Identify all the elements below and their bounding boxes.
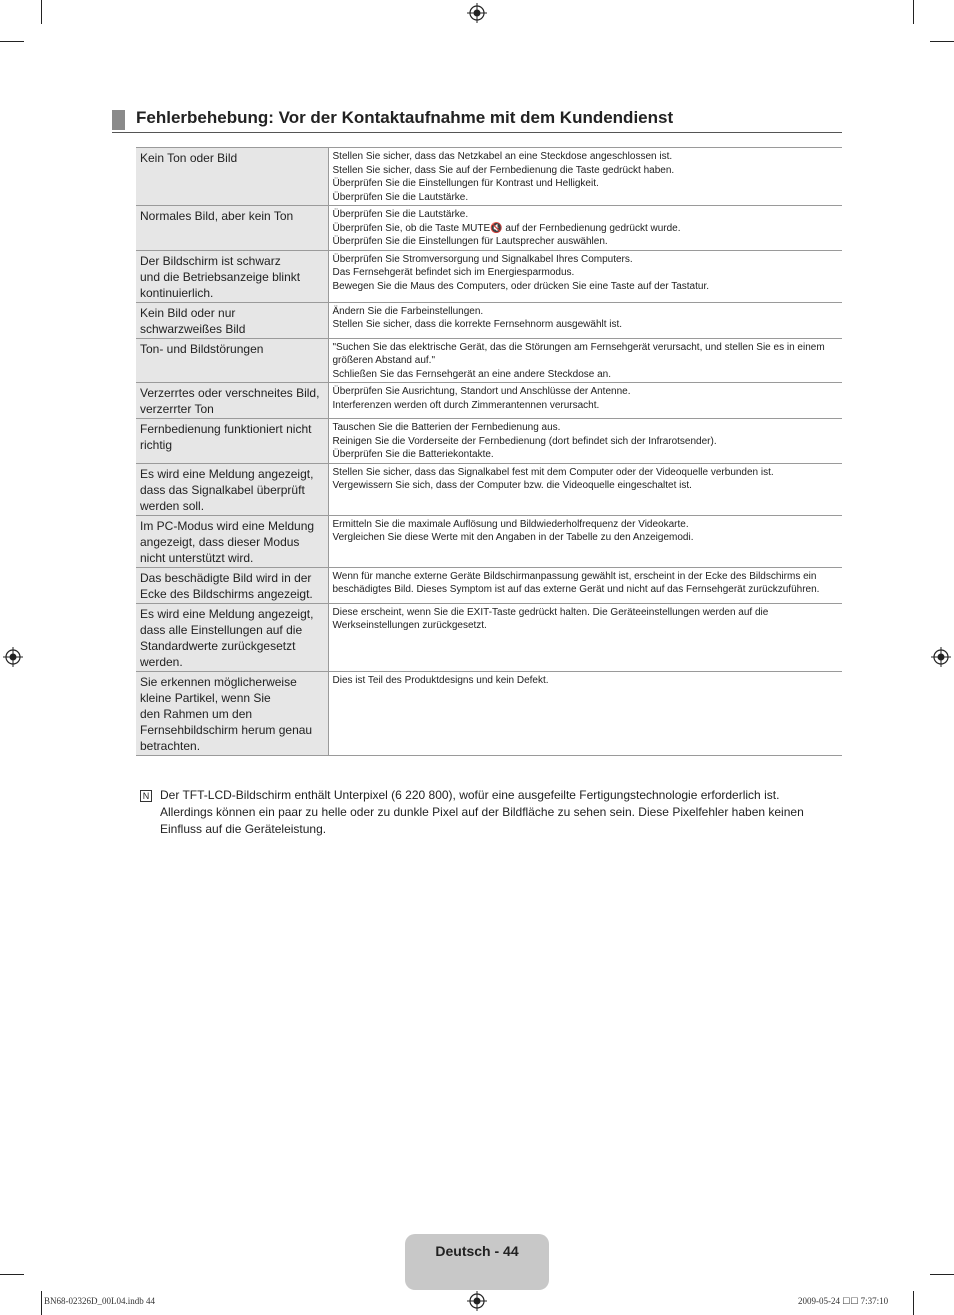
table-row bbox=[136, 250, 842, 302]
solution-cell bbox=[328, 383, 842, 419]
table-row bbox=[136, 338, 842, 383]
symptom-line: werden soll. bbox=[140, 498, 205, 513]
solution-line: Stellen Sie sicher, dass das Signalkabel fest mit dem Computer oder der Videoquelle verbunden ist. bbox=[332, 466, 774, 478]
symptom-line: Sie erkennen möglicherweise bbox=[140, 674, 297, 689]
solution-line: Überprüfen Sie Ausrichtung, Standort und Anschlüsse der Antenne. bbox=[332, 386, 631, 397]
solution-cell bbox=[328, 206, 842, 251]
crop-mark bbox=[913, 1291, 914, 1315]
symptom-cell bbox=[136, 206, 328, 251]
crop-mark bbox=[913, 0, 914, 24]
table-row bbox=[136, 206, 842, 251]
symptom-cell bbox=[136, 302, 328, 338]
solution-line: Überprüfen Sie die Lautstärke. bbox=[332, 209, 469, 220]
heading-bar bbox=[112, 110, 125, 130]
symptom-line: Ecke des Bildschirms angezeigt. bbox=[140, 586, 313, 601]
table-row bbox=[136, 419, 842, 464]
solution-line: Überprüfen Sie die Batteriekontakte. bbox=[332, 449, 494, 460]
solution-line: Überprüfen Sie, ob die Taste MUTE🔇 auf der Fernbedienung gedrückt wurde. bbox=[332, 222, 681, 234]
solution-line: Das Fernsehgerät befindet sich im Energiesparmodus. bbox=[332, 267, 575, 278]
solution-cell bbox=[328, 302, 842, 338]
symptom-line: betrachten. bbox=[140, 738, 201, 753]
registration-mark-icon bbox=[931, 647, 951, 667]
symptom-line: den Rahmen um den bbox=[140, 706, 253, 721]
symptom-cell bbox=[136, 148, 328, 206]
solution-cell bbox=[328, 338, 842, 383]
solution-line: Diese erscheint, wenn Sie die EXIT-Taste gedrückt halten. Die Geräteeinstellungen werden auf die Werkseinstellungen zurückgesetzt. bbox=[332, 606, 769, 631]
solution-line: Interferenzen werden oft durch Zimmerantennen verursacht. bbox=[332, 399, 600, 411]
solution-line: Wenn für manche externe Geräte Bildschirmanpassung gewählt ist, erscheint in der Ecke des Bildschirms ein beschädigtes Bild. Dieses Symptom ist auf das externe Gerät und nicht auf das Fernsehgerät zurückzuführen. bbox=[332, 570, 820, 595]
symptom-line: Das beschädigte Bild wird in der bbox=[140, 570, 312, 585]
solution-line: Stellen Sie sicher, dass die korrekte Fernsehnorm ausgewählt ist. bbox=[332, 319, 623, 330]
registration-mark-icon bbox=[3, 647, 23, 667]
symptom-line: richtig bbox=[140, 438, 173, 452]
page-label: Deutsch - 44 bbox=[435, 1243, 519, 1259]
footer-file: BN68-02326D_00L04.indb 44 bbox=[44, 1296, 155, 1306]
solution-line: Vergleichen Sie diese Werte mit den Angaben in der Tabelle zu den Anzeigemodi. bbox=[332, 532, 694, 543]
table-row bbox=[136, 302, 842, 338]
solution-cell bbox=[328, 250, 842, 302]
symptom-cell bbox=[136, 463, 328, 515]
table-row bbox=[136, 383, 842, 419]
symptom-cell bbox=[136, 603, 328, 671]
section-heading bbox=[112, 108, 842, 133]
registration-mark-icon bbox=[467, 3, 487, 23]
symptom-cell bbox=[136, 338, 328, 383]
solution-cell bbox=[328, 463, 842, 515]
page-number-badge bbox=[405, 1234, 549, 1290]
crop-mark bbox=[930, 41, 954, 42]
solution-line: Ändern Sie die Farbeinstellungen. bbox=[332, 305, 484, 317]
symptom-cell bbox=[136, 383, 328, 419]
crop-mark bbox=[930, 1274, 954, 1275]
solution-cell bbox=[328, 515, 842, 567]
solution-line: Schließen Sie das Fernsehgerät an eine andere Steckdose an. bbox=[332, 368, 612, 380]
table-row bbox=[136, 463, 842, 515]
symptom-line: Fernsehbildschirm herum genau bbox=[140, 722, 313, 737]
symptom-line: Kein Bild oder nur bbox=[140, 305, 236, 320]
symptom-line: dass das Signalkabel überprüft bbox=[140, 482, 305, 497]
symptom-cell bbox=[136, 419, 328, 464]
solution-line: Ermitteln Sie die maximale Auflösung und Bildwiederholfrequenz der Videokarte. bbox=[332, 518, 689, 530]
crop-mark bbox=[0, 1274, 24, 1275]
symptom-line: Normales Bild, aber kein Ton bbox=[140, 209, 294, 223]
table-row bbox=[136, 515, 842, 567]
solution-cell bbox=[328, 419, 842, 464]
solution-cell bbox=[328, 148, 842, 206]
symptom-line: schwarzweißes Bild bbox=[140, 321, 246, 336]
solution-line: Stellen Sie sicher, dass das Netzkabel an eine Steckdose angeschlossen ist. bbox=[332, 151, 673, 162]
symptom-line: Es wird eine Meldung angezeigt, bbox=[140, 466, 314, 481]
solution-cell bbox=[328, 603, 842, 671]
symptom-cell bbox=[136, 567, 328, 603]
table-row bbox=[136, 671, 842, 755]
footer-datetime: 2009-05-24 ☐☐ 7:37:10 bbox=[798, 1296, 889, 1306]
crop-mark bbox=[0, 41, 24, 42]
symptom-line: dass alle Einstellungen auf die bbox=[140, 622, 303, 637]
symptom-line: verzerrter Ton bbox=[140, 402, 214, 416]
symptom-line: Ton- und Bildstörungen bbox=[140, 341, 264, 356]
solution-line: Überprüfen Sie die Einstellungen für Kontrast und Helligkeit. bbox=[332, 178, 599, 189]
solution-cell bbox=[328, 671, 842, 755]
table-row bbox=[136, 148, 842, 206]
symptom-line: und die Betriebsanzeige blinkt bbox=[140, 269, 301, 284]
table-row bbox=[136, 603, 842, 671]
crop-mark bbox=[41, 1291, 42, 1315]
solution-line: Überprüfen Sie Stromversorgung und Signalkabel Ihres Computers. bbox=[332, 253, 633, 265]
symptom-line: Im PC-Modus wird eine Meldung bbox=[140, 518, 315, 533]
solution-line: Bewegen Sie die Maus des Computers, oder drücken Sie eine Taste auf der Tastatur. bbox=[332, 280, 710, 292]
symptom-line: kontinuierlich. bbox=[140, 285, 214, 300]
symptom-line: Fernbedienung funktioniert nicht bbox=[140, 422, 312, 436]
page-title: Fehlerbehebung: Vor der Kontaktaufnahme mit dem Kundendienst bbox=[136, 108, 674, 127]
solution-line: Überprüfen Sie die Lautstärke. bbox=[332, 191, 469, 203]
note-icon: N bbox=[140, 790, 152, 802]
solution-line: Dies ist Teil des Produktdesigns und kein Defekt. bbox=[332, 674, 549, 686]
registration-mark-icon bbox=[467, 1291, 487, 1311]
table-row bbox=[136, 567, 842, 603]
solution-line: Stellen Sie sicher, dass Sie auf der Fernbedienung die Taste gedrückt haben. bbox=[332, 164, 675, 176]
symptom-line: angezeigt, dass dieser Modus bbox=[140, 534, 300, 549]
solution-line: Tauschen Sie die Batterien der Fernbedienung aus. bbox=[332, 422, 561, 433]
symptom-line: nicht unterstützt wird. bbox=[140, 550, 254, 565]
symptom-cell bbox=[136, 671, 328, 755]
solution-line: Vergewissern Sie sich, dass der Computer bzw. die Videoquelle eingeschaltet ist. bbox=[332, 480, 692, 491]
symptom-line: werden. bbox=[140, 654, 183, 669]
solution-line: "Suchen Sie das elektrische Gerät, das die Störungen am Fernsehgerät verursacht, und stellen Sie es in einem größeren Abstand auf." bbox=[332, 341, 825, 366]
symptom-cell bbox=[136, 515, 328, 567]
troubleshooting-table bbox=[136, 147, 842, 756]
symptom-line: Verzerrtes oder verschneites Bild, bbox=[140, 386, 320, 400]
symptom-line: Standardwerte zurückgesetzt bbox=[140, 638, 296, 653]
symptom-line: Kein Ton oder Bild bbox=[140, 151, 238, 165]
symptom-line: Der Bildschirm ist schwarz bbox=[140, 253, 281, 268]
symptom-cell bbox=[136, 250, 328, 302]
solution-line: Überprüfen Sie die Einstellungen für Lautsprecher auswählen. bbox=[332, 236, 608, 247]
solution-line: Reinigen Sie die Vorderseite der Fernbedienung (dort befindet sich der Infrarotsender). bbox=[332, 435, 717, 447]
symptom-line: Es wird eine Meldung angezeigt, bbox=[140, 606, 314, 621]
note-text: Der TFT-LCD-Bildschirm enthält Unterpixel (6 220 800), wofür eine ausgefeilte Fertigungstechnologie erforderlich ist. Allerdings können ein paar zu helle oder zu dunkle Pixel auf der Bildfläche zu sehen sein. Diese Pixelfehler haben keinen Einfluss auf die Geräteleistung. bbox=[160, 788, 804, 836]
crop-mark bbox=[41, 0, 42, 24]
solution-cell bbox=[328, 567, 842, 603]
symptom-line: kleine Partikel, wenn Sie bbox=[140, 690, 271, 705]
